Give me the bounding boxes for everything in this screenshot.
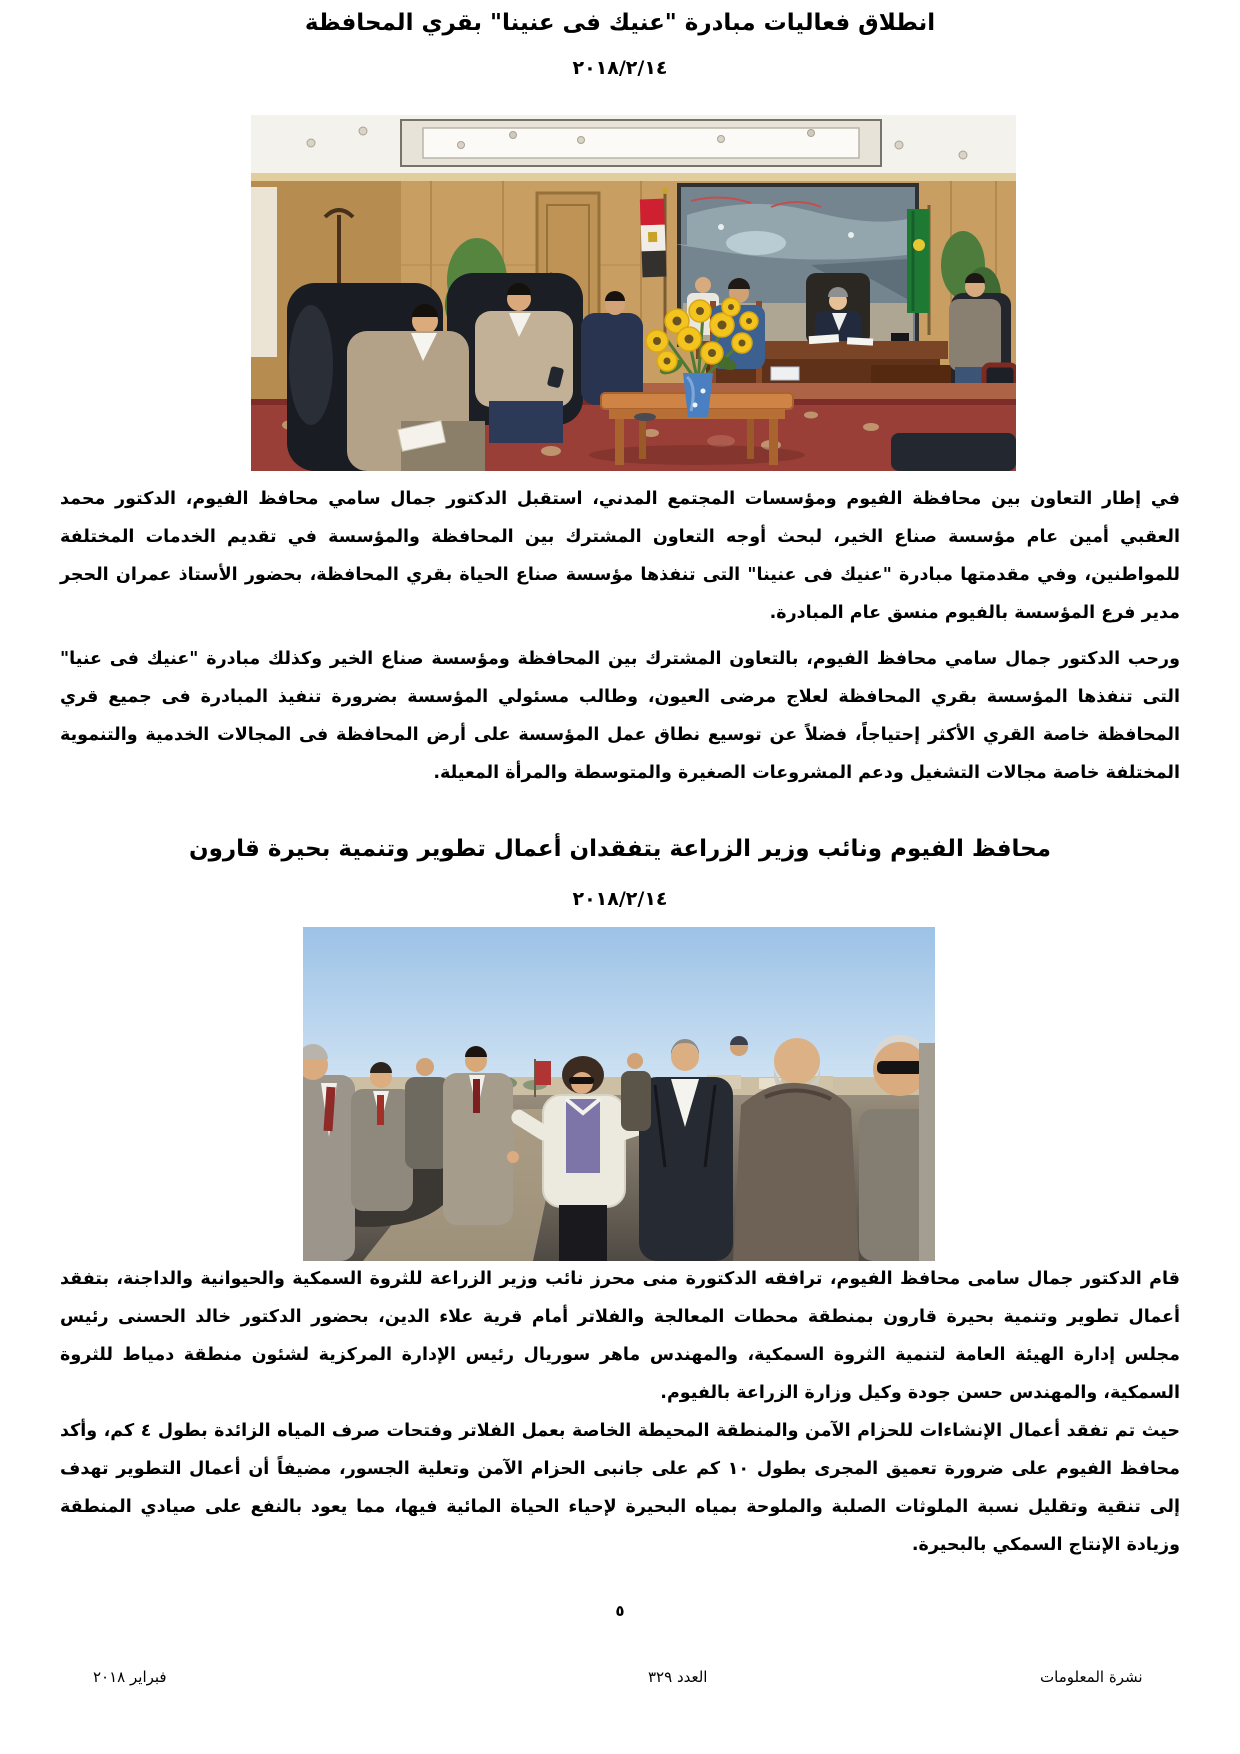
footer-month: فبراير ٢٠١٨ bbox=[93, 1668, 167, 1686]
article-paragraph: في إطار التعاون بين محافظة الفيوم ومؤسسات المجتمع المدني، استقبل الدكتور جمال سامي محافظ الفيوم، الدكتور محمد العقبي أمين عام مؤسسة صناع الخير، لبحث أوجه التعاون المشترك بين المحافظة والمؤسسة في تقديم الخدمات المختلفة للمواطنين، وفي مقدمتها مبادرة "عنيك فى عنينا" التى تنفذها مؤسسة صناع الحياة بقري المحافظة، بحضور الأستاذ عمران الحجر مدير فرع المؤسسة بالفيوم منسق عام المبادرة. bbox=[60, 489, 1180, 623]
meeting-room-illustration bbox=[251, 115, 1016, 471]
article-paragraph: ورحب الدكتور جمال سامي محافظ الفيوم، بالتعاون المشترك بين المحافظة ومؤسسة صناع الخير وكذلك مبادرة "عنيك فى عنيا" التى تنفذها المؤسسة بقري المحافظة لعلاج مرضى العيون، وطالب مسئولي المؤسسة بضرورة تنفيذ المبادرة فى جميع قري المحافظة خاصة القري الأكثر إحتياجاً، فضلاً عن توسيع نطاق عمل المؤسسة على أرض المحافظة فى المجالات الخدمية والتنموية المختلفة خاصة مجالات التشغيل ودعم المشروعات الصغيرة والمتوسطة والمرأة المعيلة. bbox=[60, 649, 1180, 783]
article-paragraph: قام الدكتور جمال سامى محافظ الفيوم، ترافقه الدكتورة منى محرز نائب وزير الزراعة للثروة السمكية والحيوانية والداجنة، بتفقد أعمال تطوير وتنمية بحيرة قارون بمنطقة محطات المعالجة والفلاتر أمام قرية علاء الدين، بحضور الدكتور خالد الحسنى رئيس مجلس إدارة الهيئة العامة لتنمية الثروة السمكية، والمهندس ماهر سوريال رئيس الإدارة المركزية لشئون منطقة دمياط للثروة السمكية، والمهندس حسن جودة وكيل وزارة الزراعة بالفيوم. bbox=[60, 1269, 1180, 1403]
footer-bulletin-name: نشرة المعلومات bbox=[1040, 1668, 1143, 1686]
article-1-title: انطلاق فعاليات مبادرة "عنيك فى عنينا" بقري المحافظة bbox=[304, 10, 936, 36]
sky bbox=[303, 927, 935, 1097]
article-2-title: محافظ الفيوم ونائب وزير الزراعة يتفقدان أعمال تطوير وتنمية بحيرة قارون bbox=[189, 836, 1051, 862]
lake-inspection-photo bbox=[303, 927, 935, 1261]
article-paragraph: حيث تم تفقد أعمال الإنشاءات للحزام الآمن والمنطقة المحيطة الخاصة بعمل الفلاتر وفتحات صرف المياه الزائدة بطول ٤ كم، وأكد محافظ الفيوم على ضرورة تعميق المجرى بطول ١٠ كم على جانبى الحزام الآمن وتعلية الجسور، مضيفاً أن أعمال التطوير تهدف إلى تنقية وتقليل نسبة الملوثات الصلبة والملوحة بمياه البحيرة لإحياء الحياة المائية فيها، مما يعود بالنفع على صيادي المنطقة وزيادة الإنتاج السمكي بالبحيرة. bbox=[60, 1421, 1180, 1555]
meeting-room-photo bbox=[251, 115, 1016, 471]
lake-inspection-illustration bbox=[303, 927, 935, 1261]
page-number: ٥ bbox=[615, 1602, 625, 1620]
footer-issue-number: العدد ٣٢٩ bbox=[648, 1668, 708, 1686]
article-1-date: ٢٠١٨/٢/١٤ bbox=[572, 57, 668, 79]
article-2-date: ٢٠١٨/٢/١٤ bbox=[572, 888, 668, 910]
sofa-right bbox=[891, 433, 1016, 471]
ceiling bbox=[251, 115, 1016, 179]
